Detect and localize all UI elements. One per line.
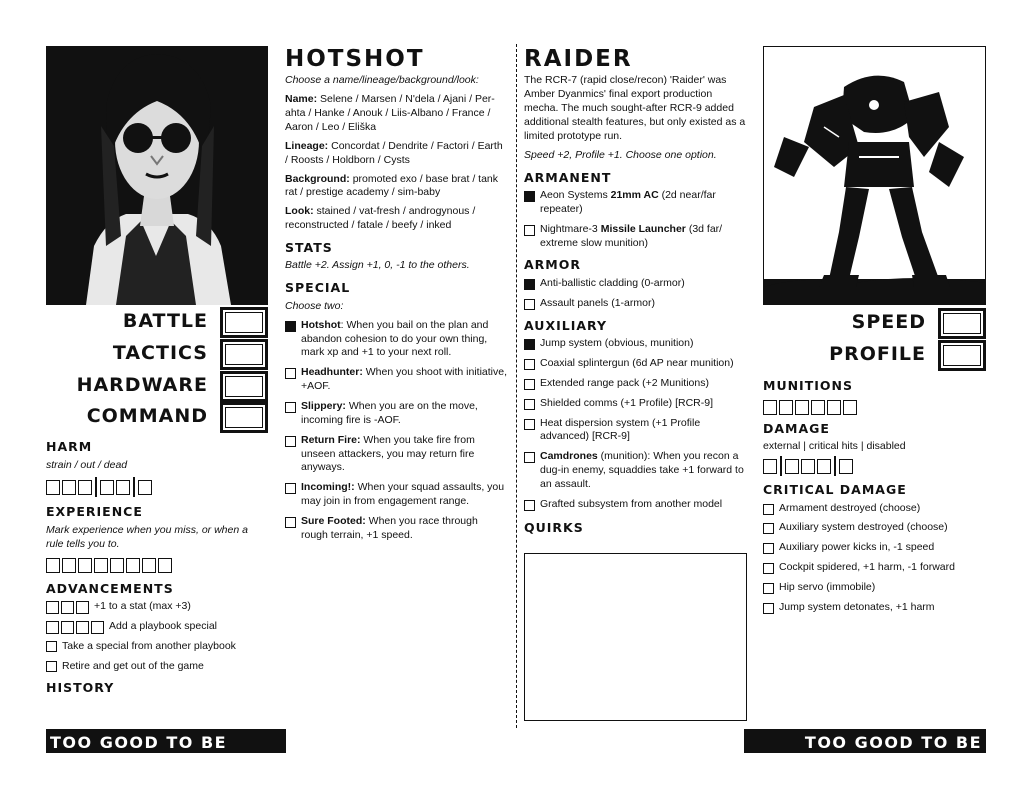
special-option-desc: : When you bail on the plan and abandon cohesion to do your own thing, mark xp and +1 to your next roll. xyxy=(301,318,489,359)
checkbox[interactable] xyxy=(524,359,535,370)
checkbox[interactable] xyxy=(285,436,296,447)
damage-divider xyxy=(780,456,782,476)
auxiliary-option[interactable] xyxy=(524,377,748,391)
auxiliary-option-text xyxy=(540,337,693,351)
armor-option-text: Assault panels (1-armor) xyxy=(540,296,655,309)
checkbox[interactable] xyxy=(524,452,535,463)
checkbox[interactable] xyxy=(285,517,296,528)
damage-heading: DAMAGE xyxy=(763,420,830,436)
armor-option[interactable] xyxy=(524,277,748,291)
special-option-title: Return Fire: xyxy=(301,433,361,446)
stat-battle-box[interactable] xyxy=(220,307,268,338)
quirks-box[interactable] xyxy=(524,553,747,721)
special-option-title: Incoming!: xyxy=(301,481,355,494)
armament-option-post: (2d near/far repeater) xyxy=(540,189,716,215)
checkbox[interactable] xyxy=(61,601,74,614)
munition-box[interactable] xyxy=(779,400,793,415)
checkbox[interactable] xyxy=(524,419,535,430)
auxiliary-option-text xyxy=(540,357,734,371)
xp-box[interactable] xyxy=(94,558,108,573)
identity-label: Look: xyxy=(285,205,314,218)
advancement-text: Take a special from another playbook xyxy=(62,639,236,652)
checkbox[interactable] xyxy=(61,621,74,634)
special-heading: SPECIAL xyxy=(285,280,351,296)
stat-hardware-label: HARDWARE xyxy=(76,374,208,396)
xp-box[interactable] xyxy=(78,558,92,573)
auxiliary-heading: AUXILIARY xyxy=(524,317,608,333)
special-option-desc: When your squad assaults, you may join in from engagement range. xyxy=(301,481,505,508)
checkbox[interactable] xyxy=(285,483,296,494)
auxiliary-option[interactable] xyxy=(524,357,748,371)
quirks-heading: QUIRKS xyxy=(524,519,584,535)
harm-heading: HARM xyxy=(46,439,93,454)
mech-column xyxy=(524,44,748,539)
advancement-text: +1 to a stat (max +3) xyxy=(94,600,191,613)
special-option[interactable] xyxy=(285,515,507,543)
auxiliary-list xyxy=(524,337,748,512)
armament-option-post: (3d far/ extreme slow munition) xyxy=(540,222,723,249)
harm-divider xyxy=(95,477,97,497)
checkbox[interactable] xyxy=(524,279,535,290)
munition-box[interactable] xyxy=(795,400,809,415)
left-tracks xyxy=(46,432,268,699)
xp-box[interactable] xyxy=(62,558,76,573)
special-option-title: Headhunter: xyxy=(301,366,363,379)
advancement-option[interactable] xyxy=(46,600,268,614)
checkbox[interactable] xyxy=(524,379,535,390)
critical-option-text: Cockpit spidered, +1 harm, -1 forward xyxy=(779,561,955,574)
identity-entry xyxy=(285,173,507,201)
identity-entry xyxy=(285,93,507,135)
auxiliary-option-text xyxy=(540,377,709,391)
critical-option[interactable] xyxy=(763,601,986,615)
armament-option-pre: Aeon Systems xyxy=(540,189,611,202)
mech-stat-profile-label: PROFILE xyxy=(829,343,926,365)
special-option[interactable] xyxy=(285,366,507,394)
harm-rule: strain / out / dead xyxy=(46,458,128,471)
armament-option-pre: Nightmare-3 xyxy=(540,222,601,235)
critical-option-text: Armament destroyed (choose) xyxy=(779,501,921,514)
damage-box[interactable] xyxy=(785,459,799,474)
special-rule: Choose two: xyxy=(285,299,344,312)
damage-box[interactable] xyxy=(801,459,815,474)
stats-rule: Battle +2. Assign +1, 0, -1 to the others. xyxy=(285,259,470,272)
special-option[interactable] xyxy=(285,319,507,361)
stat-hardware xyxy=(46,371,268,402)
checkbox[interactable] xyxy=(46,621,59,634)
identity-label: Lineage: xyxy=(285,139,329,152)
armament-option-bold: 21mm AC xyxy=(610,189,659,202)
checkbox[interactable] xyxy=(763,603,774,614)
critical-option[interactable] xyxy=(763,561,986,575)
auxiliary-option-pre: Coaxial splintergun (6d AP near munition) xyxy=(540,357,734,370)
footer-left: TOO GOOD TO BE TRUE xyxy=(46,729,286,753)
auxiliary-option-pre: Shielded comms (+1 Profile) [RCR-9] xyxy=(540,396,714,409)
checkbox[interactable] xyxy=(285,402,296,413)
stat-tactics xyxy=(46,339,268,370)
harm-box[interactable] xyxy=(138,480,152,495)
checkbox[interactable] xyxy=(524,399,535,410)
critical-heading: CRITICAL DAMAGE xyxy=(763,482,907,497)
damage-rule: external | critical hits | disabled xyxy=(763,440,906,453)
harm-box[interactable] xyxy=(100,480,114,495)
armor-list xyxy=(524,277,748,311)
advancements-heading: ADVANCEMENTS xyxy=(46,580,174,596)
critical-list xyxy=(763,502,986,615)
special-option-text xyxy=(301,515,507,543)
harm-track xyxy=(46,477,268,497)
checkbox[interactable] xyxy=(524,299,535,310)
special-option-desc: When you shoot with initiative, +AOF. xyxy=(301,366,507,393)
auxiliary-option-bold: Camdrones xyxy=(540,450,598,463)
auxiliary-option-text xyxy=(540,498,722,512)
special-option-text xyxy=(301,434,507,476)
damage-box[interactable] xyxy=(839,459,853,474)
special-option-text xyxy=(301,400,507,428)
stats-heading: STATS xyxy=(285,239,333,255)
auxiliary-option-text xyxy=(540,450,748,492)
advancement-text: Retire and get out of the game xyxy=(62,659,204,672)
harm-box[interactable] xyxy=(46,480,60,495)
advancement-text: Add a playbook special xyxy=(109,620,217,633)
mech-stat-speed-label: SPEED xyxy=(851,311,926,333)
critical-option-text: Auxiliary system destroyed (choose) xyxy=(779,521,948,534)
advancement-option[interactable] xyxy=(46,620,268,634)
special-option-desc: When you race through rough terrain, +1 speed. xyxy=(301,514,478,541)
experience-track xyxy=(46,558,268,573)
experience-heading: EXPERIENCE xyxy=(46,504,143,520)
checkbox[interactable] xyxy=(763,504,774,515)
identity-label: Name: xyxy=(285,93,318,106)
auxiliary-option-pre: Jump system (obvious, munition) xyxy=(540,337,694,350)
xp-box[interactable] xyxy=(110,558,124,573)
stat-command-label: COMMAND xyxy=(86,405,208,427)
checkbox[interactable] xyxy=(285,368,296,379)
mech-title: RAIDER xyxy=(524,46,633,72)
checkbox[interactable] xyxy=(524,225,535,236)
armament-option-text xyxy=(540,223,748,251)
munition-box[interactable] xyxy=(843,400,857,415)
mech-description: The RCR-7 (rapid close/recon) 'Raider' was Amber Dyanmics' final export production mecha. The much sought-after RCR-9 added additional stealth features, but only existed as a limited prototype run. xyxy=(524,74,746,142)
harm-divider xyxy=(133,477,135,497)
special-option-desc: When you are on the move, incoming fire is -AOF. xyxy=(301,399,478,426)
playbook-column xyxy=(285,44,507,549)
stat-tactics-label: TACTICS xyxy=(112,342,208,364)
auxiliary-option[interactable] xyxy=(524,397,748,411)
history-heading: HISTORY xyxy=(46,679,115,695)
harm-box[interactable] xyxy=(78,480,92,495)
identity-entry xyxy=(285,205,507,233)
armor-option-text: Anti-ballistic cladding (0-armor) xyxy=(540,276,685,289)
mech-portrait-image xyxy=(764,47,986,305)
special-list xyxy=(285,319,507,543)
special-option-title: Sure Footed: xyxy=(301,514,366,527)
stat-command-box[interactable] xyxy=(220,402,268,433)
armament-option-bold: Missile Launcher xyxy=(600,222,686,235)
special-option-text xyxy=(301,319,507,361)
special-option-text xyxy=(301,366,507,394)
xp-box[interactable] xyxy=(46,558,60,573)
munition-box[interactable] xyxy=(811,400,825,415)
critical-option[interactable] xyxy=(763,502,986,516)
column-divider xyxy=(516,44,517,728)
xp-box[interactable] xyxy=(158,558,172,573)
playbook-subtitle: Choose a name/lineage/background/look: xyxy=(285,74,479,87)
mech-tracks xyxy=(763,371,986,621)
checkbox[interactable] xyxy=(46,661,57,672)
checkbox[interactable] xyxy=(76,601,89,614)
critical-option-text: Hip servo (immobile) xyxy=(779,580,876,593)
xp-box[interactable] xyxy=(142,558,156,573)
armor-heading: ARMOR xyxy=(524,257,581,273)
special-option-text xyxy=(301,481,507,509)
mech-stat-profile xyxy=(763,340,986,371)
checkbox[interactable] xyxy=(524,500,535,511)
auxiliary-option-text xyxy=(540,397,713,411)
checkbox[interactable] xyxy=(763,563,774,574)
auxiliary-option[interactable] xyxy=(524,417,748,445)
auxiliary-option-pre: Heat dispersion system (+1 Profile advanced) [RCR-9] xyxy=(540,416,701,443)
checkbox[interactable] xyxy=(524,191,535,202)
auxiliary-option[interactable] xyxy=(524,498,748,512)
auxiliary-option[interactable] xyxy=(524,337,748,351)
mech-stat-speed xyxy=(763,308,986,339)
damage-track xyxy=(763,456,986,476)
pilot-portrait xyxy=(46,46,268,305)
playbook-title: HOTSHOT xyxy=(285,46,425,72)
mech-stat-profile-box[interactable] xyxy=(938,340,986,371)
stat-battle xyxy=(46,307,268,338)
munitions-heading: MUNITIONS xyxy=(763,378,853,393)
stat-battle-label: BATTLE xyxy=(122,310,208,332)
armor-option[interactable] xyxy=(524,297,748,311)
critical-option-text: Auxiliary power kicks in, -1 speed xyxy=(779,541,935,554)
checkbox[interactable] xyxy=(46,601,59,614)
special-option-title: Hotshot xyxy=(301,318,341,331)
identity-options: stained / vat-fresh / androgynous / reconstructed / fatale / beefy / inked xyxy=(285,205,476,232)
armament-option[interactable] xyxy=(524,223,748,251)
special-option[interactable] xyxy=(285,434,507,476)
stat-command xyxy=(46,402,268,433)
mech-rule: Speed +2, Profile +1. Choose one option. xyxy=(524,148,717,161)
checkbox[interactable] xyxy=(524,339,535,350)
auxiliary-option-pre: Grafted subsystem from another model xyxy=(540,497,723,510)
munition-box[interactable] xyxy=(763,400,777,415)
special-option-title: Slippery: xyxy=(301,399,346,412)
checkbox[interactable] xyxy=(763,523,774,534)
footer-right: TOO GOOD TO BE TRUE xyxy=(744,729,986,753)
stat-tactics-box[interactable] xyxy=(220,339,268,370)
identity-options: Selene / Marsen / N'dela / Ajani / Per-ahta / Hanke / Anouk / Liis-Albano / France / Aaron / Leo / Eliška xyxy=(285,93,495,133)
armament-heading: ARMANENT xyxy=(524,169,612,185)
armament-option-text xyxy=(540,189,748,217)
special-option-desc: When you take fire from unseen attackers, you may return fire anyways. xyxy=(301,433,475,474)
checkbox[interactable] xyxy=(285,321,296,332)
advancement-option[interactable] xyxy=(46,640,268,654)
critical-option-text: Jump system detonates, +1 harm xyxy=(779,600,935,613)
identity-options: promoted exo / base brat / tank rat / prestige academy / sim-baby xyxy=(285,172,499,199)
critical-option[interactable] xyxy=(763,521,986,535)
checkbox[interactable] xyxy=(91,621,104,634)
special-option[interactable] xyxy=(285,400,507,428)
pilot-portrait-image xyxy=(46,46,268,305)
identity-label: Background: xyxy=(285,172,350,185)
advancement-option[interactable] xyxy=(46,660,268,674)
identity-list xyxy=(285,93,507,233)
identity-entry xyxy=(285,140,507,168)
armament-list xyxy=(524,189,748,250)
auxiliary-option-text xyxy=(540,417,748,445)
auxiliary-option-post: (munition): When you recon a dug-in enemy, squaddies take +1 forward to an assault. xyxy=(540,450,744,491)
identity-options: Concordat / Dendrite / Factori / Earth / Roosts / Holdborn / Cysts xyxy=(285,139,503,166)
auxiliary-option[interactable] xyxy=(524,450,748,492)
critical-option[interactable] xyxy=(763,581,986,595)
experience-rule: Mark experience when you miss, or when a rule tells you to. xyxy=(46,523,248,550)
munitions-track xyxy=(763,400,986,415)
damage-divider xyxy=(834,456,836,476)
mech-portrait xyxy=(763,46,986,305)
munition-box[interactable] xyxy=(827,400,841,415)
harm-box[interactable] xyxy=(62,480,76,495)
checkbox[interactable] xyxy=(46,641,57,652)
armament-option[interactable] xyxy=(524,189,748,217)
special-option[interactable] xyxy=(285,481,507,509)
checkbox[interactable] xyxy=(76,621,89,634)
damage-box[interactable] xyxy=(817,459,831,474)
mech-stat-speed-box[interactable] xyxy=(938,308,986,339)
stat-hardware-box[interactable] xyxy=(220,371,268,402)
auxiliary-option-pre: Extended range pack (+2 Munitions) xyxy=(540,376,709,389)
checkbox[interactable] xyxy=(763,583,774,594)
damage-box[interactable] xyxy=(763,459,777,474)
harm-box[interactable] xyxy=(116,480,130,495)
advancements-list xyxy=(46,600,268,673)
critical-option[interactable] xyxy=(763,541,986,555)
xp-box[interactable] xyxy=(126,558,140,573)
checkbox[interactable] xyxy=(763,543,774,554)
